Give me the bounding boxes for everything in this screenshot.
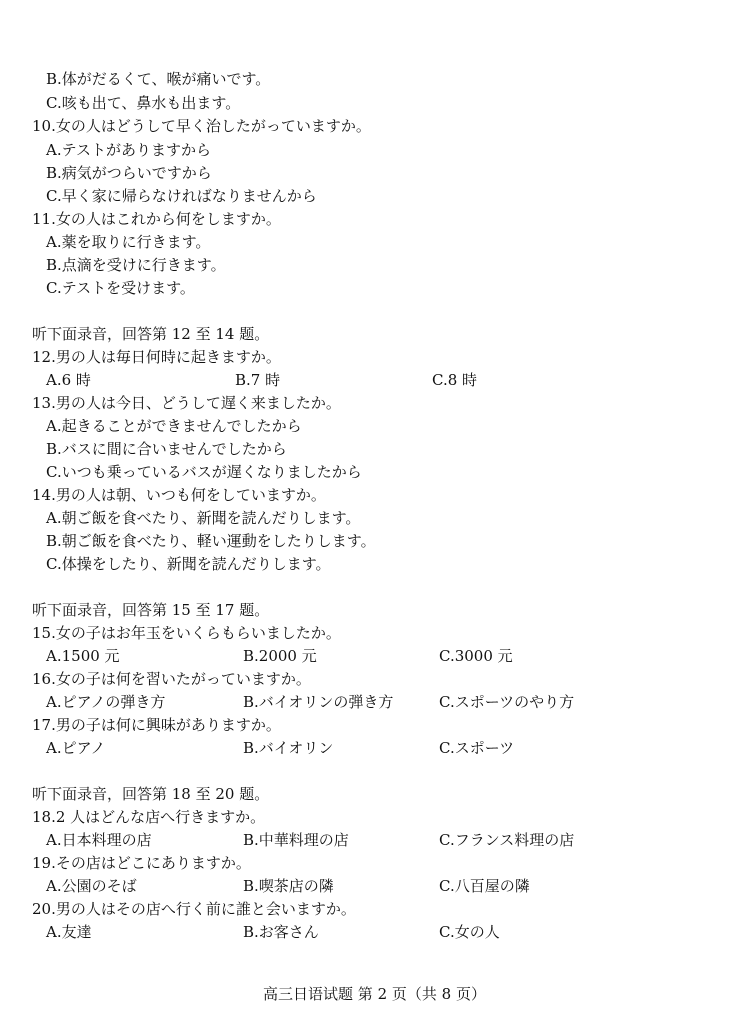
q20-options	[46, 921, 726, 943]
q16-option-b: B.バイオリンの弾き方	[243, 693, 394, 711]
q11-option-c: C.テストを受けます。	[46, 279, 195, 297]
q14-option-a: A.朝ご飯を食べたり、新聞を読んだりします。	[46, 509, 361, 527]
q17-option-a: A.ピアノ	[46, 739, 106, 757]
q19-option-b: B.喫茶店の隣	[243, 877, 334, 895]
q13-option-a: A.起きることができませんでしたから	[46, 417, 302, 435]
q16-option-c: C.スポーツのやり方	[439, 693, 575, 711]
q17-options	[46, 737, 726, 759]
q18-options	[46, 829, 726, 851]
q11-option-a: A.薬を取りに行きます。	[46, 233, 211, 251]
q14-option-c: C.体操をしたり、新聞を読んだりします。	[46, 555, 331, 573]
q12-option-a: A.6 時	[46, 371, 91, 389]
q19-options	[46, 875, 726, 897]
q10-question: 10.女の人はどうして早く治したがっていますか。	[32, 117, 371, 135]
q20-option-b: B.お客さん	[243, 923, 319, 941]
q14-question: 14.男の人は朝、いつも何をしていますか。	[32, 486, 326, 504]
section-15-17-heading: 听下面录音，回答第 15 至 17 题。	[32, 601, 270, 619]
q11-option-b: B.点滴を受けに行きます。	[46, 256, 226, 274]
q19-option-a: A.公園のそば	[46, 877, 137, 895]
q17-option-b: B.バイオリン	[243, 739, 334, 757]
q16-question: 16.女の子は何を習いたがっていますか。	[32, 670, 311, 688]
page-footer: 高三日语试题 第 2 页（共 8 页）	[263, 985, 486, 1003]
q15-options	[46, 645, 726, 667]
q10-option-c: C.早く家に帰らなければなりませんから	[46, 187, 317, 205]
q18-question: 18.2 人はどんな店へ行きますか。	[32, 808, 266, 826]
q16-option-a: A.ピアノの弾き方	[46, 693, 166, 711]
q12-option-c: C.8 時	[432, 371, 478, 389]
q20-option-c: C.女の人	[439, 923, 500, 941]
q9-option-c: C.咳も出て、鼻水も出ます。	[46, 94, 241, 112]
q12-question: 12.男の人は毎日何時に起きますか。	[32, 348, 281, 366]
q13-question: 13.男の人は今日、どうして遅く来ましたか。	[32, 394, 341, 412]
section-18-20-heading: 听下面录音，回答第 18 至 20 题。	[32, 785, 270, 803]
section-12-14-heading: 听下面录音，回答第 12 至 14 题。	[32, 325, 270, 343]
q10-option-a: A.テストがありますから	[46, 141, 212, 159]
q9-option-b: B.体がだるくて、喉が痛いです。	[46, 70, 271, 88]
q17-question: 17.男の子は何に興味がありますか。	[32, 716, 281, 734]
q12-option-b: B.7 時	[235, 371, 281, 389]
q13-option-b: B.バスに間に合いませんでしたから	[46, 440, 287, 458]
q18-option-b: B.中華料理の店	[243, 831, 349, 849]
q18-option-a: A.日本料理の店	[46, 831, 152, 849]
q19-question: 19.その店はどこにありますか。	[32, 854, 251, 872]
q12-options	[46, 369, 726, 391]
q16-options	[46, 691, 726, 713]
q13-option-c: C.いつも乗っているバスが遅くなりましたから	[46, 463, 362, 481]
q20-question: 20.男の人はその店へ行く前に誰と会いますか。	[32, 900, 356, 918]
q15-option-b: B.2000 元	[243, 647, 317, 665]
q15-option-c: C.3000 元	[439, 647, 513, 665]
q18-option-c: C.フランス料理の店	[439, 831, 575, 849]
q11-question: 11.女の人はこれから何をしますか。	[32, 210, 281, 228]
q19-option-c: C.八百屋の隣	[439, 877, 530, 895]
q17-option-c: C.スポーツ	[439, 739, 515, 757]
q15-option-a: A.1500 元	[46, 647, 120, 665]
q20-option-a: A.友達	[46, 923, 92, 941]
q10-option-b: B.病気がつらいですから	[46, 164, 212, 182]
q14-option-b: B.朝ご飯を食べたり、軽い運動をしたりします。	[46, 532, 376, 550]
q15-question: 15.女の子はお年玉をいくらもらいましたか。	[32, 624, 341, 642]
